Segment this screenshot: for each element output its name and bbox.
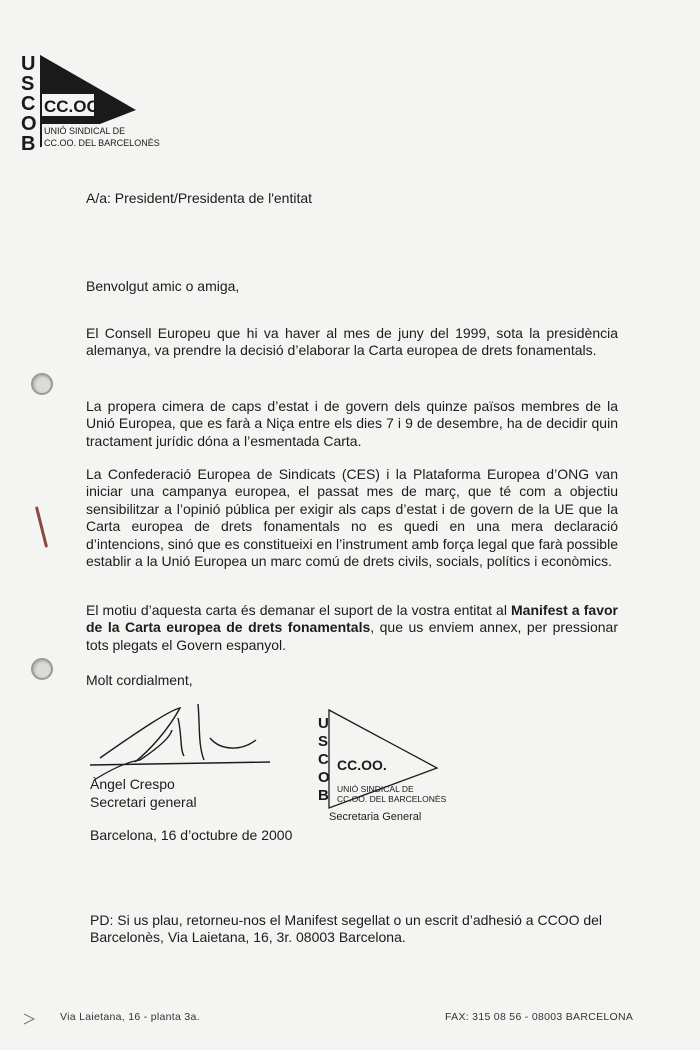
- stamp-letter-b: B: [318, 787, 329, 804]
- paragraph-1: El Consell Europeu que hi va haver al mes de juny del 1999, sota la presidència alemanya, va prendre la decisió d’elaborar la Carta europea de drets fonamentals.: [86, 325, 618, 359]
- ccoo-logo: [18, 48, 160, 158]
- stamp-subtitle: Secretaria General: [329, 811, 422, 823]
- footer-address: Via Laietana, 16 - planta 3a.: [60, 1011, 200, 1023]
- manifest-title: Manifest a favor de la Carta europea de drets fonamentals: [86, 602, 618, 636]
- punch-hole: [31, 373, 53, 395]
- addressee: A/a: President/Presidenta de l'entitat: [86, 190, 313, 206]
- logo-letter-c: C: [21, 93, 36, 115]
- stamp-letter-u: U: [318, 715, 329, 732]
- paragraph-4-before: El motiu d’aquesta carta és demanar el suport de la vostra entitat al: [86, 602, 512, 618]
- greeting: Benvolgut amic o amiga,: [86, 278, 240, 294]
- logo-letter-b: B: [21, 133, 36, 155]
- logo-letter-u: U: [21, 53, 36, 75]
- logo-mark: CC.OO.: [44, 97, 105, 116]
- postscript: PD: Si us plau, retorneu-nos el Manifest segellat o un escrit d’adhesió a CCOO del Barcelonès, Via Laietana, 16, 3r. 08003 Barcelona.: [90, 912, 603, 946]
- paragraph-4-after: , que us enviem annex, per pressionar tots plegats el Govern espanyol.: [86, 619, 618, 653]
- staple-mark: [35, 506, 48, 547]
- handwritten-signature: [80, 690, 280, 790]
- logo-line2: CC.OO. DEL BARCELONÈS: [44, 138, 160, 148]
- logo-line1: UNIÓ SINDICAL DE: [44, 126, 126, 136]
- punch-hole: [31, 658, 53, 680]
- stamp-line2: CC.OO. DEL BARCELONÈS: [337, 794, 447, 804]
- stamp-letter-s: S: [318, 733, 329, 750]
- paragraph-2: La propera cimera de caps d’estat i de govern dels quinze països membres de la Unió Europea, que es farà a Niça entre els dies 7 i 9 de desembre, ha de decidir quin tractament jurídic dóna a l’esmentada Carta.: [86, 398, 618, 449]
- signer-role: Secretari general: [90, 794, 197, 810]
- paragraph-4: [86, 602, 618, 654]
- corner-mark-icon: [22, 1012, 38, 1026]
- footer-fax: FAX: 315 08 56 - 08003 BARCELONA: [445, 1011, 634, 1023]
- stamp-letter-c: C: [318, 751, 329, 768]
- secretaria-stamp: [315, 708, 445, 826]
- closing: Molt cordialment,: [86, 672, 193, 688]
- stamp-mark: CC.OO.: [337, 757, 387, 773]
- signer-name: Àngel Crespo: [90, 776, 175, 792]
- date-line: Barcelona, 16 d’octubre de 2000: [90, 827, 293, 843]
- paragraph-3: La Confederació Europea de Sindicats (CES) i la Plataforma Europea d’ONG van iniciar una campanya europea, el passat mes de març, que té com a objectiu sensibilitzar a l’opinió pública per exigir als caps d’estat i de govern de la UE que la Carta europea de drets fonamentals no es quedi en una mera declaració d’intencions, sinó que es constitueixi en l’instrument amb força legal que farà possible establir a la Unió Europea un marc comú de drets civils, socials, polítics i econòmics.: [86, 466, 618, 570]
- stamp-line1: UNIÓ SINDICAL DE: [337, 784, 414, 794]
- logo-letter-o: O: [21, 113, 37, 135]
- logo-letter-s: S: [21, 73, 35, 95]
- stamp-letter-o: O: [318, 769, 330, 786]
